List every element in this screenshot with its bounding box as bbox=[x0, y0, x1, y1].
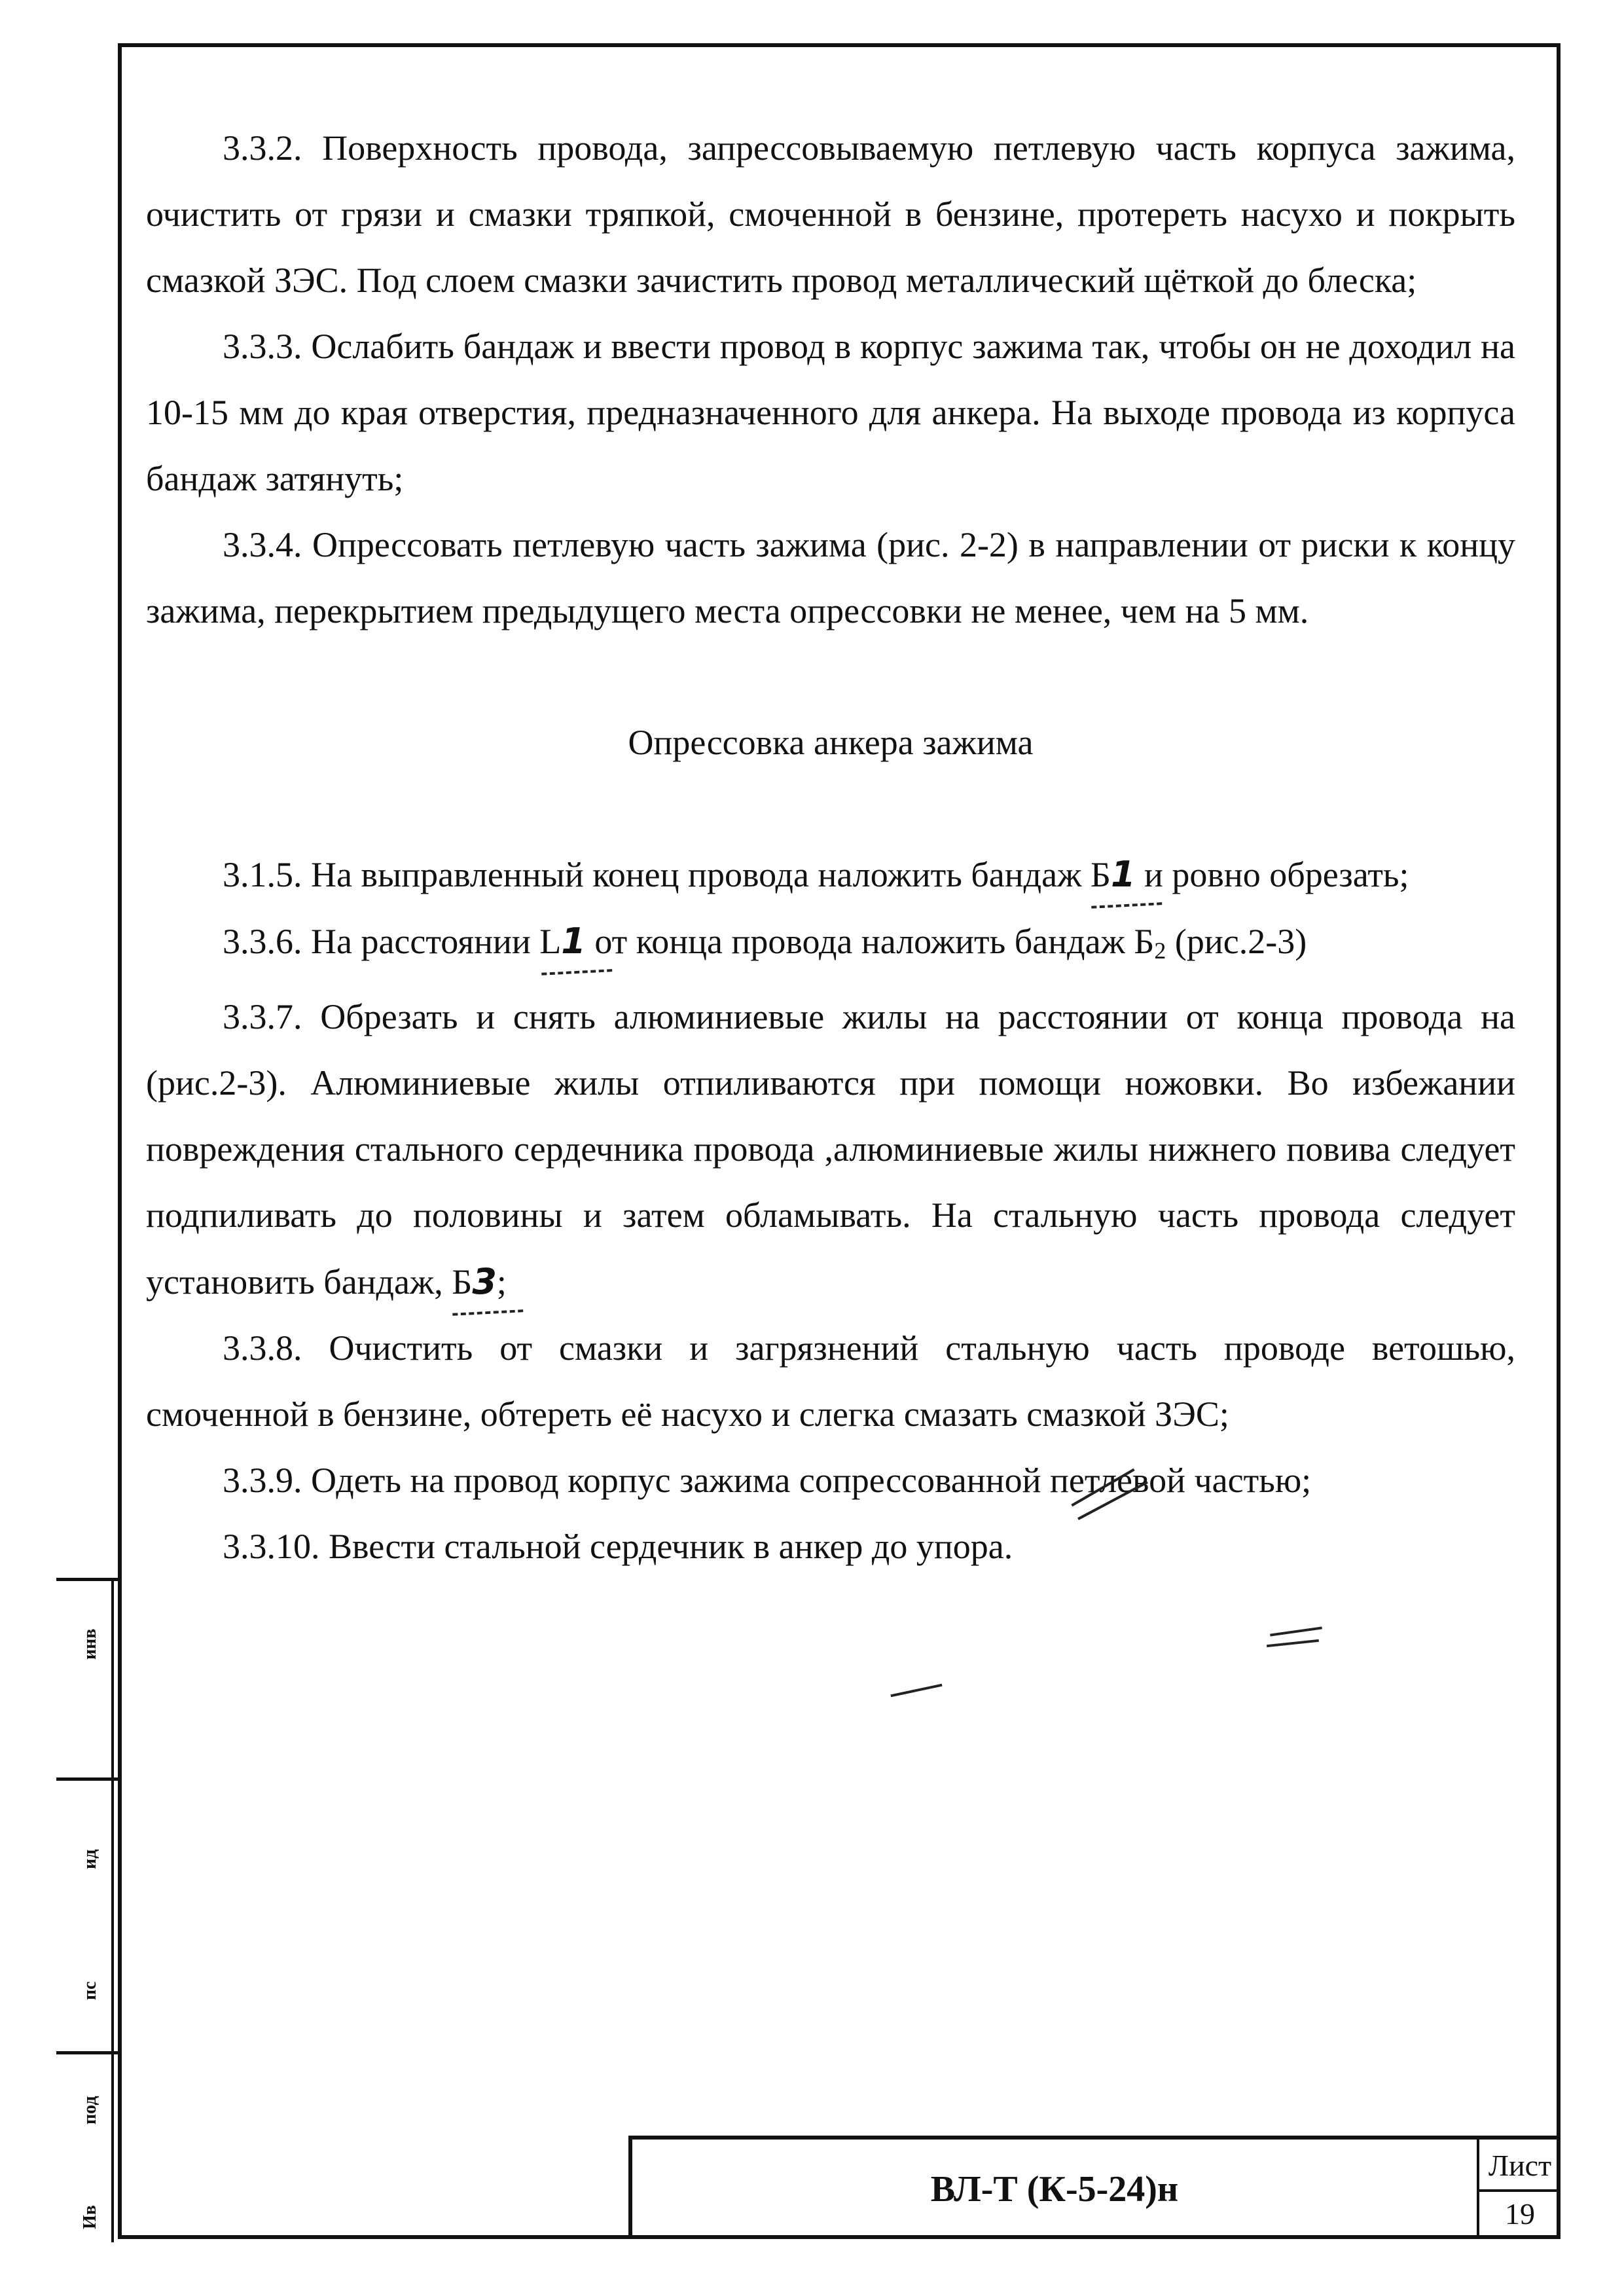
strip-divider bbox=[111, 1581, 114, 2242]
handwritten-subscript: 1 bbox=[1111, 854, 1136, 895]
paragraph-3-3-2: 3.3.2. Поверхность провода, запрессовываемую петлевую часть корпуса зажима, очистить от грязи и смазки тряпкой, смоченной в бензине, протереть насухо и покрыть смазкой ЗЭС. Под слоем смазки зачистить провод металлический щёткой до блеска; bbox=[146, 128, 1515, 300]
paragraph-3-3-7 bbox=[146, 984, 1515, 1315]
paragraph-3-3-9: 3.3.9. Одеть на провод корпус зажима сопрессованной петлевой частью; bbox=[223, 1461, 1312, 1500]
strip-label-id: ид bbox=[80, 1849, 100, 1869]
sheet-label: Лист bbox=[1479, 2140, 1561, 2192]
paragraph-text: ; bbox=[496, 1262, 507, 1302]
strip-label-iv: Ив bbox=[80, 2205, 100, 2229]
paragraph-text: 3.3.7. Обрезать и снять алюминиевые жилы на расстоянии от конца провода на (рис.2-3). Алюминиевые жилы отпиливаются при помощи ножовки. Во избежании повреждения стального сердечника провода ,алюминиевые жилы нижнего повива следует подпиливать до половины и затем обламывать. На стальную часть провода следует установить бандаж, Б bbox=[146, 997, 1515, 1302]
binding-strip bbox=[56, 1578, 118, 2239]
strip-divider bbox=[56, 1777, 118, 1781]
handwritten-subscript: 1 bbox=[561, 920, 586, 962]
paragraph-3-3-4: 3.3.4. Опрессовать петлевую часть зажима (рис. 2-2) в направлении от риски к концу зажима, перекрытием предыдущего места опрессовки не менее, чем на 5 мм. bbox=[146, 525, 1515, 630]
paragraph-3-3-3: 3.3.3. Ослабить бандаж и ввести провод в корпус зажима так, чтобы он не доходил на 10-15 мм до края отверстия, предназначенного для анкера. На выходе провода из корпуса бандаж затянуть; bbox=[146, 327, 1515, 498]
paragraph-3-1-5 bbox=[146, 841, 1515, 908]
sheet-box bbox=[1477, 2140, 1561, 2239]
paragraph-3-3-8: 3.3.8. Очистить от смазки и загрязнений стальную часть проводе ветошью, смоченной в бензине, обтереть её насухо и слегка смазать смазкой ЗЭС; bbox=[146, 1328, 1515, 1434]
section-heading: Опрессовка анкера зажима bbox=[628, 723, 1034, 762]
paragraph-3-3-10: 3.3.10. Ввести стальной сердечник в анкер до упора. bbox=[223, 1527, 1013, 1566]
paragraph-text: и ровно обрезать; bbox=[1135, 855, 1409, 894]
title-block bbox=[628, 2136, 1561, 2239]
strip-label-inv: инв bbox=[80, 1628, 100, 1660]
subscript: 2 bbox=[1154, 938, 1166, 964]
paragraph-text: 3.3.6. На расстоянии L bbox=[223, 922, 562, 961]
handwritten-subscript: 3 bbox=[472, 1261, 497, 1302]
paragraph-3-3-6 bbox=[146, 908, 1515, 984]
strip-label-pod: под bbox=[80, 2096, 100, 2124]
paragraph-text: (рис.2-3) bbox=[1166, 922, 1307, 961]
strip-label-ps: пс bbox=[80, 1981, 100, 2000]
paragraph-text: 3.1.5. На выправленный конец провода наложить бандаж Б bbox=[223, 855, 1111, 894]
document-code: ВЛ-Т (К-5-24)н bbox=[930, 2169, 1179, 2210]
paragraph-text: от конца провода наложить бандаж Б bbox=[585, 922, 1155, 961]
strip-divider bbox=[56, 2051, 118, 2054]
document-body bbox=[146, 115, 1515, 1580]
sheet-number: 19 bbox=[1505, 2197, 1535, 2231]
